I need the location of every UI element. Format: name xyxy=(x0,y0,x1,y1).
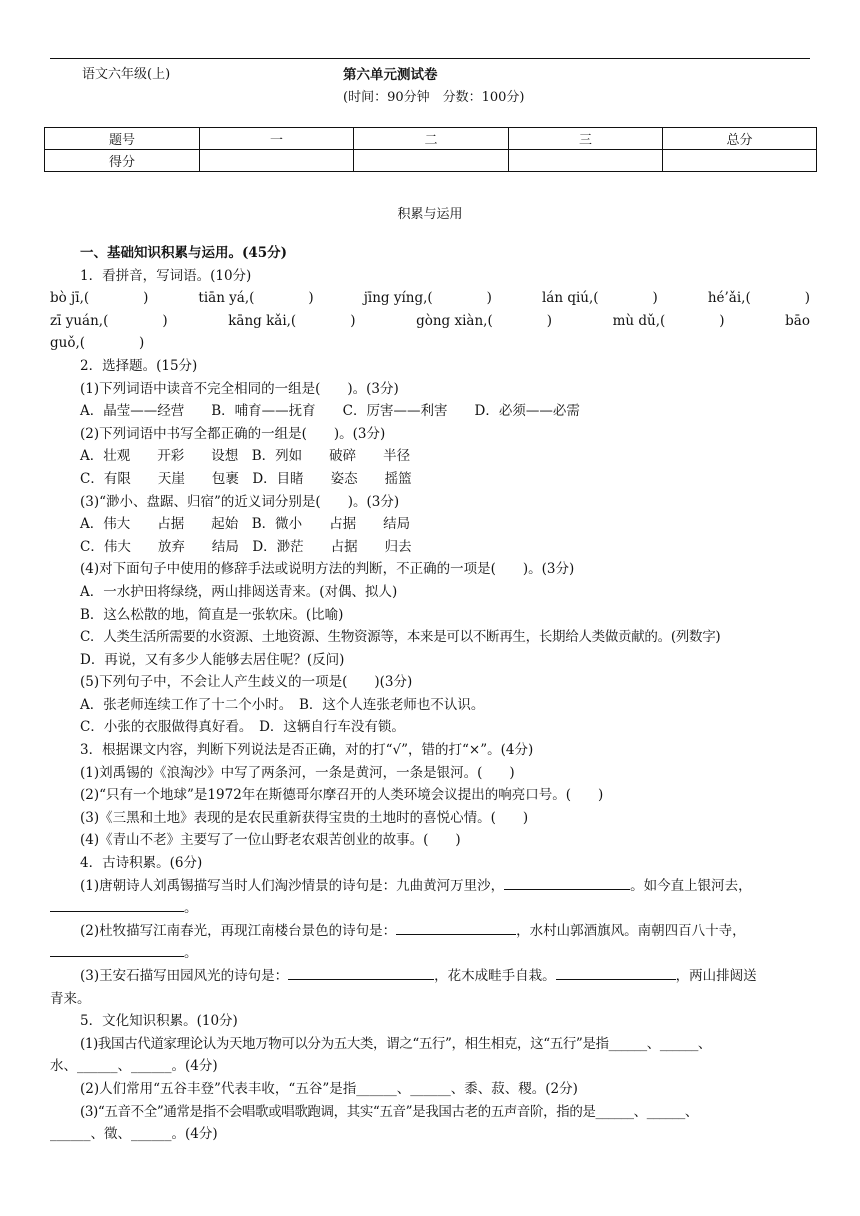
fill-in-line[interactable]: 水、______、______。(4分) xyxy=(50,1058,218,1075)
sub-question: (4)对下面句子中使用的修辞手法或说明方法的判断，不正确的一项是( )。(3分) xyxy=(80,561,575,578)
poem-fill-line xyxy=(50,920,810,943)
judgement-item[interactable]: (4)《青山不老》主要写了一位山野老农艰苦创业的故事。( ) xyxy=(80,832,461,849)
poem-fill-line xyxy=(50,942,810,965)
score-table xyxy=(44,127,817,172)
table-cell: 二 xyxy=(354,128,509,150)
fill-in-line[interactable]: (1)我国古代道家理论认为天地万物可以分为五大类，谓之“五行”，相生相克，这“五行”是指______、______、 xyxy=(80,1035,712,1052)
fill-in-line[interactable]: (2)人们常用“五谷丰登”代表丰收，“五谷”是指______、______、黍、菽、稷。(2分) xyxy=(80,1080,578,1097)
answer-blank[interactable] xyxy=(50,942,184,957)
answer-blank[interactable] xyxy=(396,920,516,935)
answer-option: A．一水护田将绿绕，两山排闼送青来。(对偶、拟人) xyxy=(80,583,398,600)
answer-option: D．再说，又有多少人能够去居住呢？(反问) xyxy=(80,651,345,668)
question-title: 1．看拼音，写词语。(10分) xyxy=(80,267,252,284)
pinyin-item[interactable]: tiān yá,( ) xyxy=(198,290,314,307)
answer-blank[interactable] xyxy=(288,965,434,980)
prompt-text: ，水村山郭酒旗风。南朝四百八十寺， xyxy=(516,922,746,939)
table-cell: 一 xyxy=(200,128,354,150)
page-title: 第六单元测试卷 xyxy=(343,67,438,83)
judgement-item[interactable]: (2)“只有一个地球”是1972年在斯德哥尔摩召开的人类环境会议提出的响亮口号。( ) xyxy=(80,787,604,804)
poem-fill-line: 青来。 xyxy=(50,990,91,1007)
score-input-cell[interactable] xyxy=(354,150,509,172)
grade-label: 语文六年级(上) xyxy=(82,67,171,82)
answer-options: C．有限 天崖 包裹 D．目睹 姿态 摇篮 xyxy=(80,470,412,487)
answer-options: A．晶莹——经营 B．哺育——抚育 C．厉害——利害 D．必须——必需 xyxy=(80,403,580,420)
sub-question: (5)下列句子中，不会让人产生歧义的一项是( )(3分) xyxy=(80,674,413,691)
judgement-item[interactable]: (1)刘禹锡的《浪淘沙》中写了两条河，一条是黄河，一条是银河。( ) xyxy=(80,764,515,781)
answer-options: C．伟大 放弃 结局 D．渺茫 占据 归去 xyxy=(80,538,412,555)
prompt-text: (2)杜牧描写江南春光，再现江南楼台景色的诗句是： xyxy=(80,922,397,939)
prompt-text: (1)唐朝诗人刘禹锡描写当时人们淘沙情景的诗句是：九曲黄河万里沙， xyxy=(80,877,505,894)
prompt-text: 。 xyxy=(184,900,198,917)
table-row xyxy=(45,150,817,172)
exam-info: (时间：90分钟 分数：100分) xyxy=(343,90,525,105)
question-title: 3．根据课文内容，判断下列说法是否正确，对的打“√”，错的打“×”。(4分) xyxy=(80,742,534,759)
question-title: 5．文化知识积累。(10分) xyxy=(80,1013,238,1030)
prompt-text: ，花木成畦手自栽。 xyxy=(434,968,556,984)
exam-content xyxy=(50,242,810,1146)
prompt-text: 。 xyxy=(184,945,198,962)
pinyin-item[interactable]: lán qiú,( ) xyxy=(541,290,658,307)
pinyin-item[interactable]: gòng xiàn,( ) xyxy=(416,312,552,329)
answer-option: C．人类生活所需要的水资源、土地资源、生物资源等，本来是可以不断再生，长期给人类做贡献的。(列数字) xyxy=(80,629,721,646)
pinyin-item[interactable]: guǒ,( ) xyxy=(50,335,145,352)
question-title: 4．古诗积累。(6分) xyxy=(80,855,203,872)
answer-options: A．张老师连续工作了十二个小时。 B．这个人连张老师也不认识。 xyxy=(80,696,485,713)
part-heading: 一、基础知识积累与运用。(45分) xyxy=(80,245,288,261)
sub-question: (2)下列词语中书写全都正确的一组是( )。(3分) xyxy=(80,425,386,442)
pinyin-row xyxy=(50,287,810,310)
pinyin-item[interactable]: zī yuán,( ) xyxy=(50,312,168,329)
score-input-cell[interactable] xyxy=(200,150,354,172)
answer-options: C．小张的衣服做得真好看。 D．这辆自行车没有锁。 xyxy=(80,719,405,736)
judgement-item[interactable]: (3)《三黑和土地》表现的是农民重新获得宝贵的土地时的喜悦心情。( ) xyxy=(80,809,529,826)
answer-options: A．壮观 开彩 设想 B．列如 破碎 半径 xyxy=(80,448,411,465)
pinyin-item[interactable]: mù dǔ,( ) xyxy=(612,312,725,329)
table-cell: 总分 xyxy=(663,128,817,150)
poem-fill-line xyxy=(50,965,810,988)
pinyin-item[interactable]: jīng yíng,( ) xyxy=(363,290,492,307)
pinyin-item[interactable]: kāng kǎi,( ) xyxy=(228,312,356,329)
pinyin-item[interactable]: bò jī,( ) xyxy=(50,290,149,307)
score-input-cell[interactable] xyxy=(509,150,663,172)
prompt-text: 。如今直上银河去， xyxy=(630,877,752,894)
answer-blank[interactable] xyxy=(556,965,676,980)
question-title: 2．选择题。(15分) xyxy=(80,357,198,374)
prompt-text: ，两山排闼送 xyxy=(675,968,757,984)
section-title: 积累与运用 xyxy=(397,207,463,222)
sub-question: (3)“渺小、盘踞、归宿”的近义词分别是( )。(3分) xyxy=(80,493,400,510)
sub-question: (1)下列词语中读音不完全相同的一组是( )。(3分) xyxy=(80,380,399,397)
poem-fill-line xyxy=(50,897,810,920)
score-input-cell[interactable] xyxy=(663,150,817,172)
answer-options: A．伟大 占据 起始 B．微小 占据 结局 xyxy=(80,516,411,533)
answer-blank[interactable] xyxy=(504,875,630,890)
answer-option: B．这么松散的地，简直是一张软床。(比喻) xyxy=(80,606,344,623)
table-cell: 三 xyxy=(509,128,663,150)
fill-in-line[interactable]: (3)“五音不全”通常是指不会唱歌或唱歌跑调，其实“五音”是我国古老的五声音阶，指的是______、______、 xyxy=(80,1103,698,1120)
fill-in-line[interactable]: ______、徵、______。(4分) xyxy=(50,1126,218,1143)
poem-fill-line xyxy=(50,875,810,898)
answer-blank[interactable] xyxy=(50,897,184,912)
pinyin-item: bāo xyxy=(785,312,810,329)
pinyin-item[interactable]: hé’ǎi,( ) xyxy=(707,290,810,307)
pinyin-row xyxy=(50,310,810,333)
header-rule xyxy=(50,58,810,59)
table-cell: 得分 xyxy=(45,150,200,172)
table-row xyxy=(45,128,817,150)
prompt-text: (3)王安石描写田园风光的诗句是： xyxy=(80,968,289,984)
table-cell: 题号 xyxy=(45,128,200,150)
